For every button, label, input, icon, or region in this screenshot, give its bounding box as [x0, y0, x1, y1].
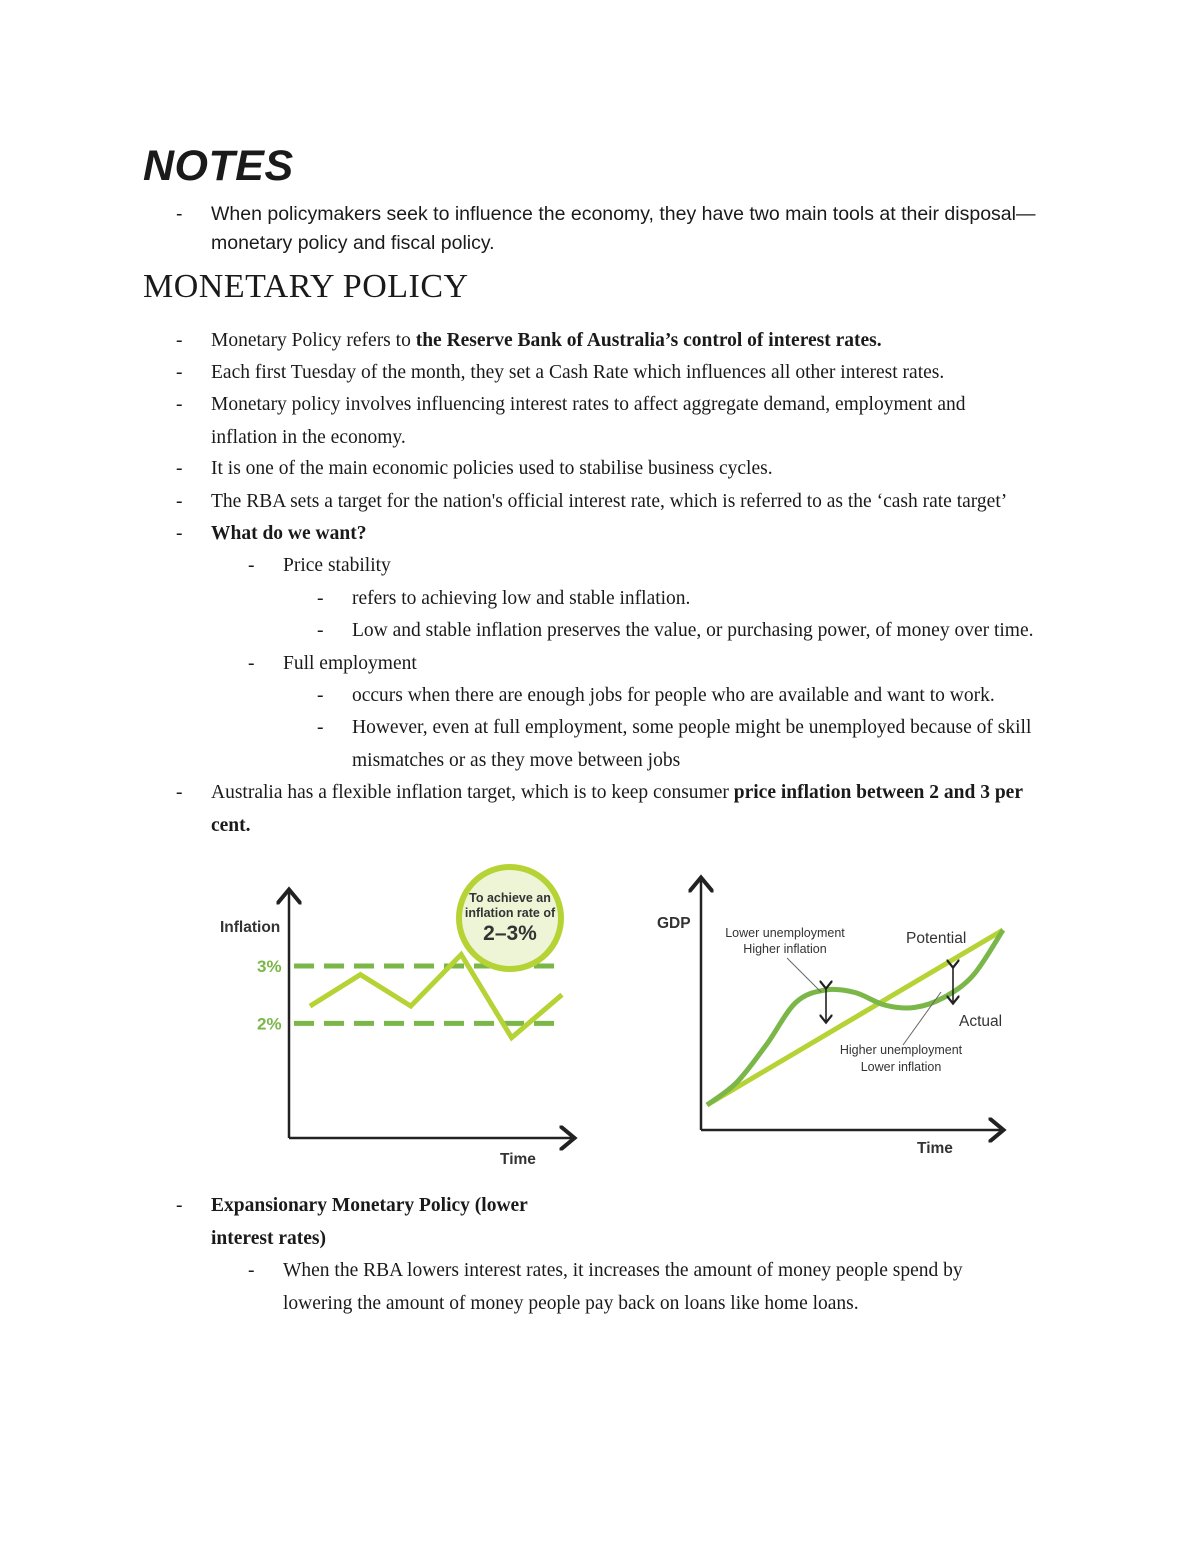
bullet-dash: -	[248, 653, 255, 674]
bullet-text: occurs when there are enough jobs for people who are available and want to work.	[352, 685, 995, 706]
bullet-text: Monetary Policy refers to	[211, 330, 416, 351]
y-axis-label: Inflation	[220, 919, 281, 936]
bullet-dash: -	[317, 588, 324, 609]
intro-text: When policymakers seek to influence the economy, they have two main tools at their disposal—monetary policy and fiscal policy.	[211, 203, 1036, 254]
bullet-bold-text: What do we want?	[211, 523, 367, 544]
bullet-text: Each first Tuesday of the month, they set a Cash Rate which influences all other interest rates.	[211, 362, 945, 383]
x-axis-label: Time	[500, 1151, 536, 1168]
bullet-dash: -	[317, 717, 324, 738]
annotation-leader-lower	[903, 992, 941, 1045]
annotation-lower-line-2: Lower inflation	[860, 1060, 942, 1074]
gdp-potential-actual-chart	[645, 860, 1015, 1165]
x-axis-label: Time	[917, 1140, 953, 1157]
bullet-text: refers to achieving low and stable inflation.	[352, 588, 691, 609]
bullet-text: When the RBA lowers interest rates, it increases the amount of money people spend by lowering the amount of money people pay back on loans like home loans.	[283, 1260, 963, 1314]
inflation-target-chart	[210, 860, 590, 1175]
annotation-leader-upper	[787, 958, 821, 992]
bullet-dash: -	[176, 458, 183, 479]
bullet-dash: -	[248, 1260, 255, 1281]
bullet-dash: -	[176, 203, 183, 225]
bullet-dash: -	[317, 685, 324, 706]
bullet-text: However, even at full employment, some people might be unemployed because of skill mismatches or as they move between jobs	[352, 717, 1032, 771]
y-tick-label-2: 2%	[257, 1014, 282, 1034]
y-axis-label: GDP	[657, 915, 691, 932]
bullet-dash: -	[176, 362, 183, 383]
bullet-bold-text: the Reserve Bank of Australia’s control of interest rates.	[415, 330, 882, 351]
y-tick-label-3: 3%	[257, 957, 282, 976]
bullet-text: Full employment	[283, 653, 417, 674]
bullet-text: It is one of the main economic policies used to stabilise business cycles.	[211, 458, 773, 479]
bullet-text: Low and stable inflation preserves the value, or purchasing power, of money over time.	[352, 620, 1034, 641]
bullet-text: Australia has a flexible inflation target, which is to keep consumer	[211, 782, 734, 803]
annotation-line-3: 2–3%	[483, 922, 537, 945]
annotation-line-1: To achieve an	[469, 891, 551, 905]
bullet-text: Monetary policy involves influencing interest rates to affect aggregate demand, employment and inflation in the economy.	[211, 394, 966, 448]
bullet-text: Price stability	[283, 555, 391, 576]
monetary-policy-heading: MONETARY POLICY	[143, 268, 469, 305]
notes-title: NOTES	[143, 142, 294, 190]
annotation-upper-line-2: Higher inflation	[743, 942, 827, 956]
annotation-line-2: inflation rate of	[464, 906, 556, 920]
bullet-dash: -	[176, 394, 183, 415]
bullet-dash: -	[176, 330, 183, 351]
bullet-dash: -	[248, 555, 255, 576]
bullet-text: The RBA sets a target for the nation's official interest rate, which is referred to as the ‘cash rate target’	[211, 491, 1008, 512]
actual-legend-label: Actual	[959, 1013, 1003, 1030]
bullet-dash: -	[176, 523, 183, 544]
bullet-dash: -	[176, 1195, 183, 1216]
potential-legend-label: Potential	[906, 930, 967, 947]
annotation-lower-line-1: Higher unemployment	[839, 1043, 963, 1057]
annotation-upper-line-1: Lower unemployment	[725, 926, 845, 940]
bullet-bold-text: price inflation between 2 and 3 per cent.	[211, 782, 1023, 836]
bullet-dash: -	[317, 620, 324, 641]
bullet-dash: -	[176, 782, 183, 803]
bullet-bold-text: Expansionary Monetary Policy (lower interest rates)	[211, 1195, 528, 1249]
bullet-dash: -	[176, 491, 183, 512]
